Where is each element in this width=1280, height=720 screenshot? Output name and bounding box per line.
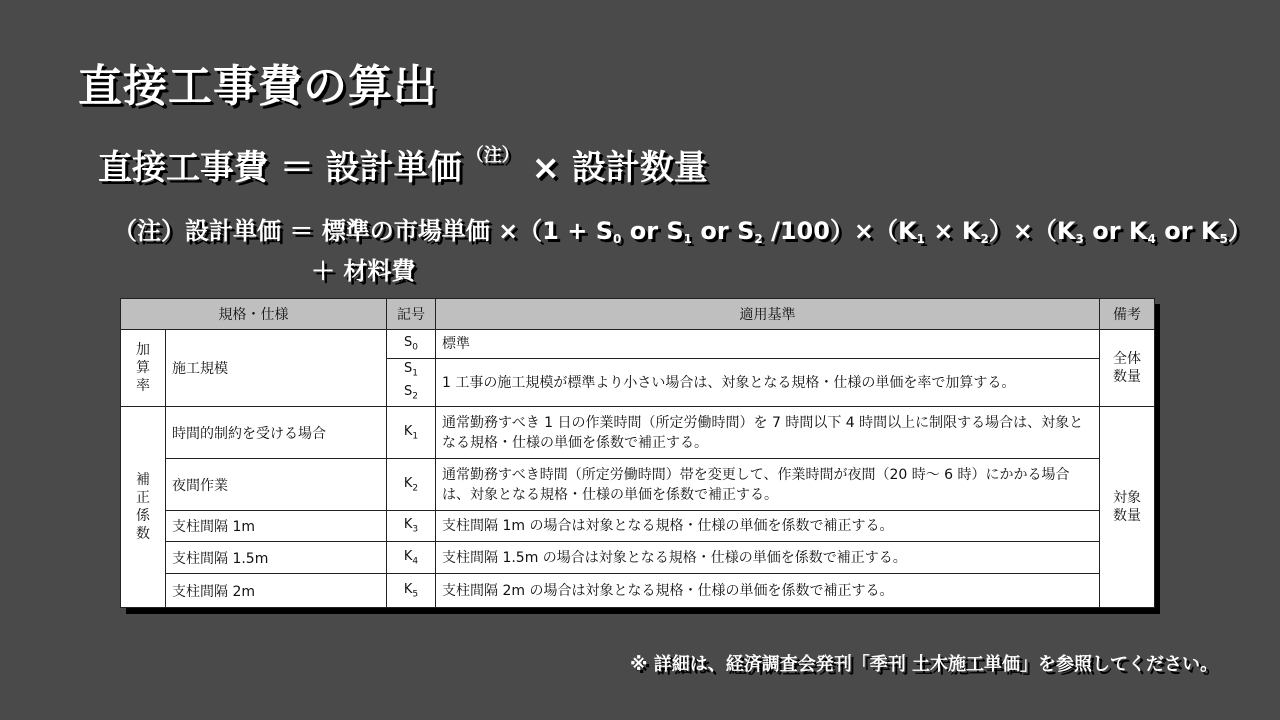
unit-price-note bbox=[113, 215, 1252, 287]
criteria-k1: 通常勤務すべき 1 日の作業時間（所定労働時間）を 7 時間以下 4 時間以上に制限する場合は、対象となる規格・仕様の単価を係数で補正する。 bbox=[436, 407, 1100, 459]
symbol-k5: $K_5$ bbox=[387, 574, 436, 608]
item-post-spacing-1m: 支柱間隔 1m bbox=[166, 511, 387, 542]
formula-lhs: 直接工事費 ＝ 設計単価 bbox=[98, 148, 462, 188]
table-row bbox=[121, 542, 1155, 574]
item-time-restriction: 時間的制約を受ける場合 bbox=[166, 407, 387, 459]
symbol-k2: $K_2$ bbox=[387, 459, 436, 511]
table-header-row bbox=[121, 299, 1155, 330]
item-night-work: 夜間作業 bbox=[166, 459, 387, 511]
table-row bbox=[121, 407, 1155, 459]
criteria-k2: 通常勤務すべき時間（所定労働時間）帯を変更して、作業時間が夜間（20 時～ 6 時）にかかる場合は、対象となる規格・仕様の単価を係数で補正する。 bbox=[436, 459, 1100, 511]
coefficient-table bbox=[120, 298, 1154, 608]
table-row bbox=[121, 511, 1155, 542]
criteria-k4: 支柱間隔 1.5m の場合は対象となる規格・仕様の単価を係数で補正する。 bbox=[436, 542, 1100, 574]
header-spec: 規格・仕様 bbox=[121, 299, 387, 330]
symbol-s1-s2: $S_1$ $S_2$ bbox=[387, 359, 436, 407]
item-post-spacing-1-5m: 支柱間隔 1.5m bbox=[166, 542, 387, 574]
table-row bbox=[121, 574, 1155, 608]
criteria-k3: 支柱間隔 1m の場合は対象となる規格・仕様の単価を係数で補正する。 bbox=[436, 511, 1100, 542]
symbol-k3: $K_3$ bbox=[387, 511, 436, 542]
header-symbol: 記号 bbox=[387, 299, 436, 330]
group-label-correction: 補 正 係 数 bbox=[121, 407, 166, 608]
formula-note-mark: （注） bbox=[465, 145, 520, 166]
table-row bbox=[121, 459, 1155, 511]
symbol-k4: $K_4$ bbox=[387, 542, 436, 574]
note-line-2: ＋ 材料費 bbox=[311, 257, 416, 285]
criteria-s1-s2: 1 工事の施工規模が標準より小さい場合は、対象となる規格・仕様の単価を率で加算する。 bbox=[436, 359, 1100, 407]
reference-footnote: ※ 詳細は、経済調査会発刊「季刊 土木施工単価」を参照してください。 bbox=[629, 654, 1218, 675]
main-formula bbox=[98, 140, 708, 189]
group-label-addition: 加 算 率 bbox=[121, 330, 166, 407]
remark-target-quantity: 対象 数量 bbox=[1100, 407, 1155, 608]
page-title: 直接工事費の算出 bbox=[78, 61, 438, 112]
header-criteria: 適用基準 bbox=[436, 299, 1100, 330]
note-line-1: （注）設計単価 ＝ 標準の市場単価 $\times(1 + S_0$ or $S_1$ or $S_2$ $/100)\times(K_1 \times K_2)\times(K_3$ or $K_4$ or $K_5$） bbox=[113, 217, 1252, 246]
item-post-spacing-2m: 支柱間隔 2m bbox=[166, 574, 387, 608]
criteria-k5: 支柱間隔 2m の場合は対象となる規格・仕様の単価を係数で補正する。 bbox=[436, 574, 1100, 608]
header-remarks: 備考 bbox=[1100, 299, 1155, 330]
item-construction-scale: 施工規模 bbox=[166, 330, 387, 407]
symbol-k1: $K_1$ bbox=[387, 407, 436, 459]
symbol-s0: $S_0$ bbox=[387, 330, 436, 359]
remark-total-quantity: 全体 数量 bbox=[1100, 330, 1155, 407]
criteria-s0: 標準 bbox=[436, 330, 1100, 359]
formula-rhs: × 設計数量 bbox=[531, 148, 708, 188]
table-row bbox=[121, 330, 1155, 359]
